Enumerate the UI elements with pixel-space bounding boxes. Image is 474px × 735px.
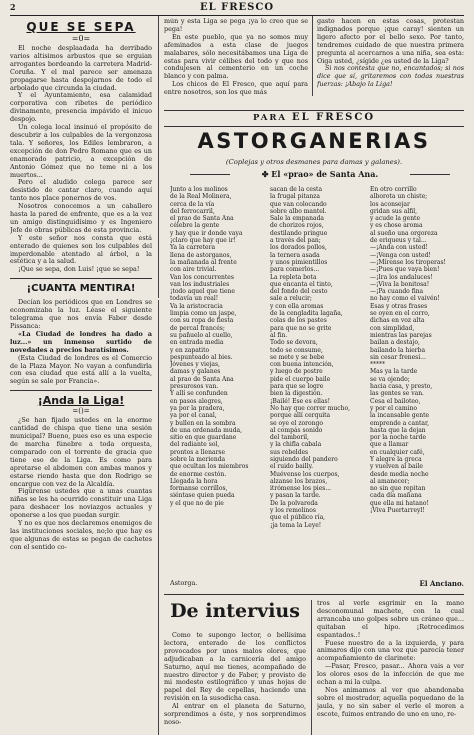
paragraph: (Esta Ciudad de londres es el Comercio de la Plaza Mayor. No vayan a confundirla con esa ciudad que está allí a la vuelta, según se sale por Francia». <box>10 353 152 386</box>
paragraph: —Pasar, Fresco, pasar... Ahora vais a ver los olores esos de la infección de que me echan a mi la culpa. <box>317 662 464 687</box>
intervius-column-a <box>164 632 306 735</box>
paragraph: ¡Que se sepa, don Luis! ¡que se sepa! <box>18 265 140 274</box>
verse-column-2 <box>270 186 366 566</box>
paragraph: Al entrar en el planeta de Saturno, sorprendimos a éste, y nos sorprendimos noso- <box>164 702 306 726</box>
signature-place: Astorga. <box>170 580 198 587</box>
section-body-anda-la-liga <box>10 417 152 551</box>
paragraph: Los chicos de El Fresco, que aquí para entre nosotros, son los que más <box>164 80 308 97</box>
section-body-cuanta-mentira <box>10 299 152 386</box>
divider <box>410 174 450 175</box>
paragraph: Nos animamos al ver que abandonaba sobre el mostrador, aquella poquedano de la jaula, y no sin saber el verle el moren a escote, fuimos entrando de uno en uno, re- <box>317 685 464 718</box>
astorganerias-subtitle-box <box>164 158 464 168</box>
page-header <box>10 2 464 16</box>
section-title-cuanta-mentira: ¡CUANTA MENTIRA! <box>26 283 136 295</box>
paragraph: «La Ciudad de londres ha dado a luz...» un inmenso surtido de novedades a precios baratísimos. <box>10 329 152 354</box>
section-ornament: =()= <box>72 407 90 416</box>
paragraph: gasto hacen en estas cosas, protestan indignados porque ¡que caray! sienten un ligero afecto por el bello sexo. Por tanto, tendremos cuidado de que nuestra primera pregunta al acercarnos a una niña, sea esta: Oiga usted, ¿sígide ¿es usted de la Liga? <box>317 18 464 65</box>
astorganerias-subtitle: (Coplejas y otros desmanes para damas y galanes). <box>225 158 403 166</box>
astorganerias-title: ASTORGANERIAS <box>197 129 431 153</box>
kicker-prefix: PARA <box>252 113 287 123</box>
column-middle-top <box>164 18 308 100</box>
star-icon: ✤ <box>261 169 269 179</box>
column-rule <box>158 16 159 298</box>
column-rule <box>312 16 313 96</box>
section-title-que-se-sepa: QUE SE SEPA <box>26 20 136 34</box>
paragraph: Y no es que nos declaremos enemigos de las instituciones sociales, no;lo que hay es que algunas de estas se pegan de cachetes con el sentido co- <box>10 519 152 551</box>
paragraph: Si nos contesta que no, encantados; si nos dice que sí, gritaremos con todas nuestras fuerzas: ¡Abajo la Liga! <box>317 64 464 89</box>
verse-column-1 <box>170 186 268 578</box>
poem-title-box <box>232 169 408 181</box>
divider <box>164 594 464 595</box>
paragraph: Y este señor nos consta que está enterado de quienes son los culpables del imperdonable atentado al árbol, a la estética y a la salud. <box>10 233 152 266</box>
column-rule <box>158 300 159 596</box>
paragraph: Como te supongo lector, o bellísima lectora, enterado de los conflictos provocados por unos malos olores, que adjudicaban a la carnicería del amigo Saturno, aquí me tienes, acompañado de nuestro director y de Faber, y provisto de mi modesto estilográfico y unas hojas de papel del Rey de cepellas, haciendo una revisión en la susodicha casa. <box>164 632 306 703</box>
paragraph: Pero el aludido colega parece ser desistido de cantar claro, cuando aquí tanto nos place ponernos de vos. <box>10 178 152 203</box>
intervius-title-box <box>164 598 306 626</box>
page-marker: 2 <box>10 2 16 12</box>
verse-text: Junto a los molinos de la Real Molinera, cerca de la vía del ferrocarril, el prao de Santa Ana célebre la gente y hay que ir donde vaya ¡claro que hay que ir! Ya la carretera llena de astorganos, la mañanada al frente con aire trivial. Van los concurrentes van los industriales ¡todo aquel que tiene todavía un real! Va la aristocracia limpia como un jaspe, con su ropa de fiesta de percal francés; su pañuelo al cuello, en entrada media y en zapatito pespunteado al bies. Jóvenes y viejas, damas y galanes al prao de Santa Ana presurosos van. Y allí se confunden en pasos alegres, ya por la pradera, ya por el canal, y bullen en la sombra de una ordenada muda, sitio en que guardane del radiante sol, prontos a llenarse sobre la merienda que ocultan los miembros de enorme cestón. Llegada la hora formanse corrillos, siéntase quien pueda y el que no de pie <box>170 186 249 507</box>
column-left <box>10 20 152 735</box>
paragraph: En este pueblo, que ya no somos muy afeminados a esta clase de juegos malabares, sólo necesitábamos una Liga de estas para vivir célibes del todo y que nos condujesen al cementerio en un coche blanco y con palma. <box>164 32 308 81</box>
verse-text: sacan de la cesta la frugal pitanza que van colocando sobre albo mantel. Sale la empanada de chorizos rojos, destilando pringue a través del pan; los dorados pollos, la ternera asada y unos pimientillos para comerlos... La repleta bota que encanta el tinto, del fondo del cesto sale a relucir; y con ella aromas de la cengladita lagaña, colas de los pastes para que no se grite al fin. Todo se devora, todo se consume, se mete y se bebe con buena intención, y luego de postre pide el cuerpo baile para que se logre bien la digestión. ¡Bailé! Ese es ellas! No hay que correr mucho, porque allí cerquita se oye el zorongo al compás sonido del tamboril, y la chifla cabala sus rebeldes siguiendo del pandero el ruido bailly. Muévense los cuerpos, alzanse los brazos, itrómense los pies... y pasan la tarde. De la polvareda y los remolinos que el público ría, ¡ja tema la Leye! <box>270 186 351 529</box>
paragraph: El noche desplaadada ha derribado varios altisimos arbustos que se erguian arrogantes bordeando la carretera Madrid-Coruña. Y el mal parece ser amenaza propagarse hasta despojarnos de todo el arbolado que circunda la ciudad. <box>10 44 152 92</box>
verse-text: En otro corrillo alborota un chiste; los aconsejar gridan sus alfil, y acude la gente y es chose aroma al sueño una orgoreza de eriqueus y tal... —¡Anda con usted! —¡Venga con usted! —¡Mírense los tiroperas! —¡Pues que vaya bien! —¡Ira los andaluces! —¡Viva la bonitosa! —¡Pa cuando fina no hay como el vaivén! Esas y otras frases se oyen en el corro, dichas en voz alta con simplidad, mientras las parejas bailan a destajo, bailando la hierba sin cesar frenesí... ***** Mas ya la tarde se va ojendo; hacia casa, y presto, las gentes se van. Cesa el bailoteo, y por el camino la incansable gente emprende a cantar, hasta que la dejan por la noche tarde que a llamar en cualquier café, Y alegre la greca y vuelven al baile desde media noche al amanecer; no sin que repitan cada día mañana que ella mi hatano! ¡Viva Puertarreyl! <box>370 186 446 515</box>
divider <box>164 126 464 127</box>
column-right-top <box>317 18 464 100</box>
astorganerias-title-box <box>164 128 464 156</box>
paragraph: ¿Se han fijado ustedes en la enorme cantidad de chispa que tiene una sesión municipal? Bueno, pues eso es una especie de marcha fúnebre a toda orquesta, comparado con el torrente de gracia que tiene eso de la Liga. Es como para apretarse el abdomen con ambas manos y estarse riendo hasta que don Rodrigo se encargue con vez de la Alcaldía. <box>10 416 152 488</box>
signature-place-box <box>170 580 290 590</box>
paragraph: Nosotros conocemos a un caballero hasta la pared de enfrente, que es a la vez un amigo distinguidísimo y es Ingeniero Jefe de obras públicas de esta provincia. <box>10 202 152 234</box>
paragraph: tros al verle esgrimir en la mano desconomunal machete, con la cual arrancaba uno golpes sobre un cráneo que... quitaban el hipo. ¡Retrocedimos espantados..! <box>317 600 464 639</box>
section-title-anda-la-liga: ¡Anda la Liga! <box>37 394 125 408</box>
verse-column-3 <box>370 186 464 578</box>
kicker-name: EL FRESCO <box>291 112 376 123</box>
divider <box>10 390 152 391</box>
poem-title: El «prao» de Santa Ana. <box>271 169 379 179</box>
paragraph: mún y esta Liga se pega ¡ya lo creo que se pega! <box>164 18 308 33</box>
kicker <box>164 112 464 126</box>
divider <box>190 174 230 175</box>
paragraph: Un colega local insinuó el propósito de descubrir a los culpables de la vergonzosa tala. Y señores, los Ediles lembraron, a excepción de don Pedro Romano que es un enamorado patricio, a excepción de Antonio Gómez que no teme ni a los muertos... <box>10 123 152 179</box>
signature-author: El Anciano. <box>419 580 464 588</box>
paragraph: Y el Ayuntamiento, esa calamidad corporativa con ribetes de periódico divinamente, presencia impávido el inicuo despojo. <box>10 91 152 124</box>
paragraph: Decían los periódicos que en Londres se economizaba la luz. Léase el siguiente telegrama que nos envía Faber desde Pissanca: <box>10 298 152 330</box>
intervius-title: De intervius <box>170 600 300 622</box>
signature-author-box <box>380 580 464 590</box>
paragraph: Fuese nuestro de a la izquierda, y para animaros dijo con una voz que parecía tener acompañamiento de clarinete: <box>317 638 464 663</box>
column-rule <box>158 596 159 735</box>
section-ornament: =0= <box>71 34 91 43</box>
intervius-column-b <box>317 600 464 735</box>
newspaper-title: EL FRESCO <box>199 2 275 13</box>
column-rule <box>311 600 312 735</box>
divider <box>164 110 464 111</box>
paragraph: Figúrense ustedes que a unas cuantas niñas se les ha ocurrido constituir una Liga para deshacer los noviazgos actuales y oponerse a los que puedan surgir. <box>10 487 152 520</box>
divider <box>10 278 152 279</box>
section-body-que-se-sepa <box>10 45 152 274</box>
